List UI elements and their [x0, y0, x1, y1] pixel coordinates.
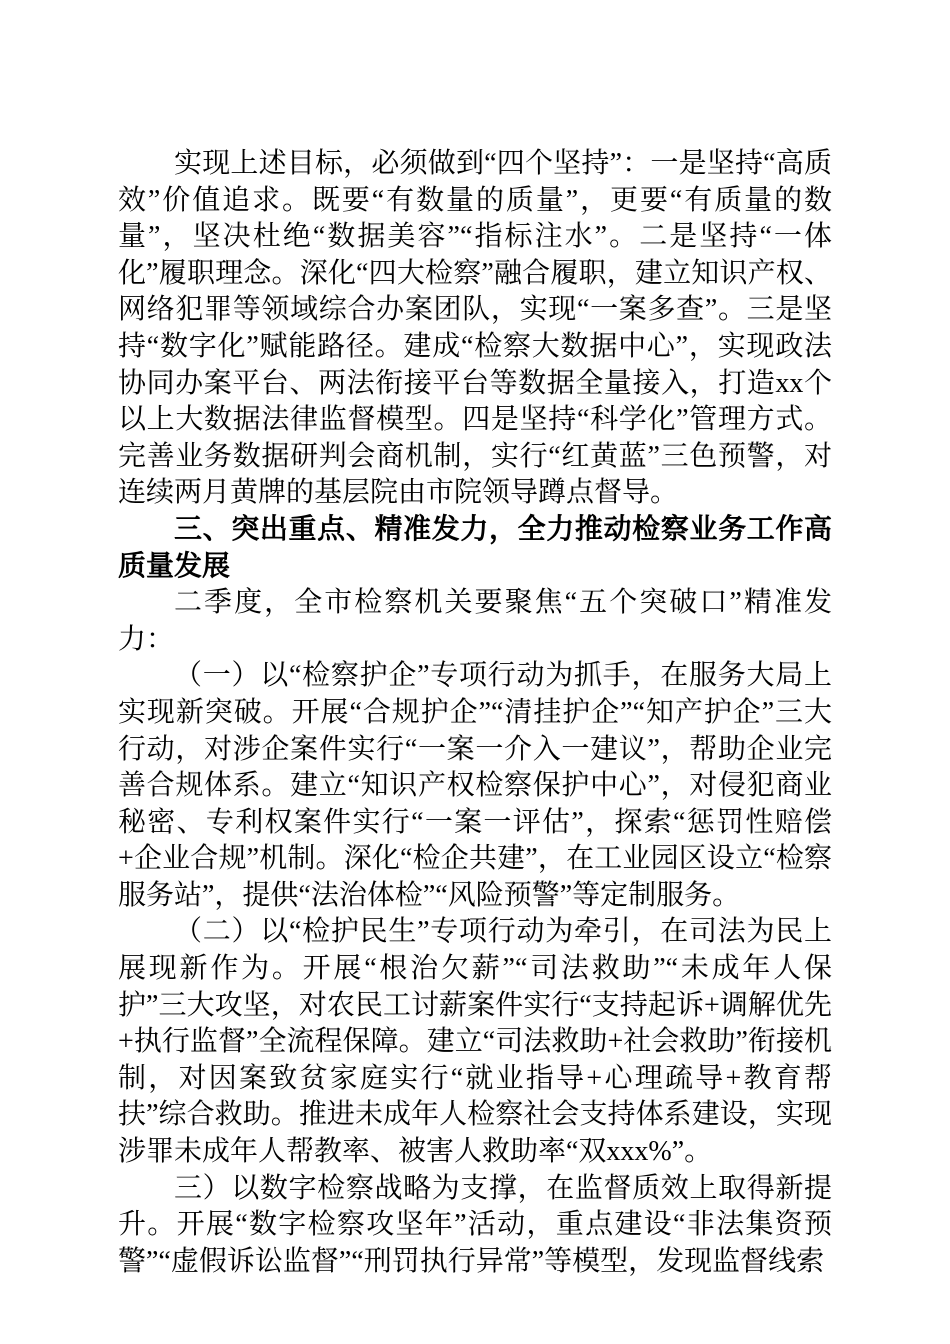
- paragraph-item-three-digital-procuratorate: 三）以数字检察战略为支撑，在监督质效上取得新提升。开展“数字检察攻坚年”活动，重点建设“非法集资预警”“虚假诉讼监督”“刑罚执行异常”等模型，发现监督线索: [118, 1172, 832, 1277]
- paragraph-item-two-protect-livelihood: （二）以“检护民生”专项行动为牵引，在司法为民上展现新作为。开展“根治欠薪”“司法救助”“未成年人保护”三大攻坚，对农民工讨薪案件实行“支持起诉+调解优先+执行监督”全流程保障。建立“司法救助+社会救助”衔接机制，对因案致贫家庭实行“就业指导+心理疏导+教育帮扶”综合救助。推进未成年人检察社会支持体系建设，实现涉罪未成年人帮教率、被害人救助率“双xxx%”。: [118, 916, 832, 1168]
- section-heading-three: 三、突出重点、精准发力，全力推动检察业务工作高质量发展: [118, 513, 832, 582]
- paragraph-second-quarter-intro: 二季度，全市检察机关要聚焦“五个突破口”精准发力：: [118, 587, 832, 655]
- paragraph-item-one-protect-enterprise: （一）以“检察护企”专项行动为抓手，在服务大局上实现新突破。开展“合规护企”“清挂护企”“知产护企”三大行动，对涉企案件实行“一案一介入一建议”，帮助企业完善合规体系。建立“知识产权检察保护中心”，对侵犯商业秘密、专利权案件实行“一案一评估”，探索“惩罚性赔偿+企业合规”机制。深化“检企共建”，在工业园区设立“检察服务站”，提供“法治体检”“风险预警”等定制服务。: [118, 660, 832, 911]
- paragraph-four-adherences: 实现上述目标，必须做到“四个坚持”：一是坚持“高质效”价值追求。既要“有数量的质量”，更要“有质量的数量”，坚决杜绝“数据美容”“指标注水”。二是坚持“一体化”履职理念。深化“四大检察”融合履职，建立知识产权、网络犯罪等领域综合办案团队，实现“一案多查”。三是坚持“数字化”赋能路径。建成“检察大数据中心”，实现政法协同办案平台、两法衔接平台等数据全量接入，打造xx个以上大数据法律监督模型。四是坚持“科学化”管理方式。完善业务数据研判会商机制，实行“红黄蓝”三色预警，对连续两月黄牌的基层院由市院领导蹲点督导。: [118, 148, 832, 509]
